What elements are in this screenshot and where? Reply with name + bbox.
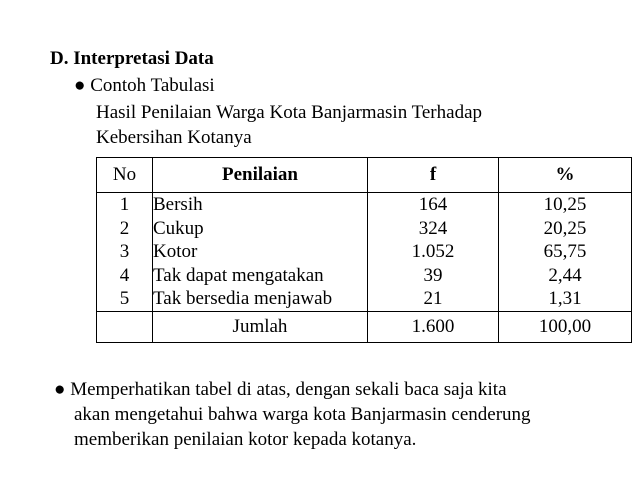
table-cell: 2,44 — [548, 264, 582, 286]
column-no-values — [97, 193, 153, 312]
table-cell: 3 — [119, 241, 130, 262]
total-percent: 100,00 — [499, 311, 632, 342]
conclusion-line-1: ● Memperhatikan tabel di atas, dengan sekali baca saja kita — [54, 379, 507, 400]
table-title-line-1: Hasil Penilaian Warga Kota Banjarmasin Terhadap — [96, 102, 483, 123]
section-heading: D. Interpretasi Data — [50, 48, 214, 69]
table-cell: 324 — [418, 217, 448, 239]
header-no: No — [97, 158, 153, 193]
table-cell: 39 — [423, 264, 443, 286]
header-percent: % — [499, 158, 632, 193]
table-cell: 1,31 — [548, 288, 582, 309]
conclusion-paragraph — [54, 377, 531, 452]
total-empty-cell — [97, 311, 153, 342]
table-cell: 164 — [418, 194, 448, 215]
total-label: Jumlah — [153, 311, 368, 342]
bullet-example-label: ● Contoh Tabulasi — [74, 75, 215, 96]
total-f: 1.600 — [368, 311, 499, 342]
header-penilaian: Penilaian — [153, 158, 368, 193]
table-cell: Bersih — [153, 194, 203, 215]
table-cell: 65,75 — [543, 241, 587, 262]
table-cell: 4 — [119, 264, 130, 286]
table-cell: Kotor — [153, 241, 198, 262]
table-cell: Tak dapat mengatakan — [153, 264, 324, 286]
table-cell: 21 — [423, 288, 443, 309]
column-f-values — [368, 193, 499, 312]
table-cell: 2 — [119, 217, 130, 239]
conclusion-line-3: memberikan penilaian kotor kepada kotanya. — [74, 429, 417, 450]
table-cell: 1 — [119, 194, 130, 215]
table-cell: Tak bersedia menjawab — [153, 288, 333, 309]
table-cell: 20,25 — [543, 217, 587, 239]
conclusion-line-2: akan mengetahui bahwa warga kota Banjarmasin cenderung — [74, 404, 531, 425]
table-header-row — [97, 158, 632, 193]
table-cell: 1.052 — [411, 241, 455, 262]
table-title — [96, 100, 482, 150]
table-cell: 5 — [119, 288, 130, 309]
table-cell: 10,25 — [543, 194, 587, 215]
tabulation-table — [96, 157, 632, 343]
table-title-line-2: Kebersihan Kotanya — [96, 127, 252, 148]
table-cell: Cukup — [153, 217, 204, 239]
table-body-row — [97, 193, 632, 312]
column-penilaian-values — [153, 193, 368, 312]
column-percent-values — [499, 193, 632, 312]
table-total-row — [97, 311, 632, 342]
header-f: f — [368, 158, 499, 193]
